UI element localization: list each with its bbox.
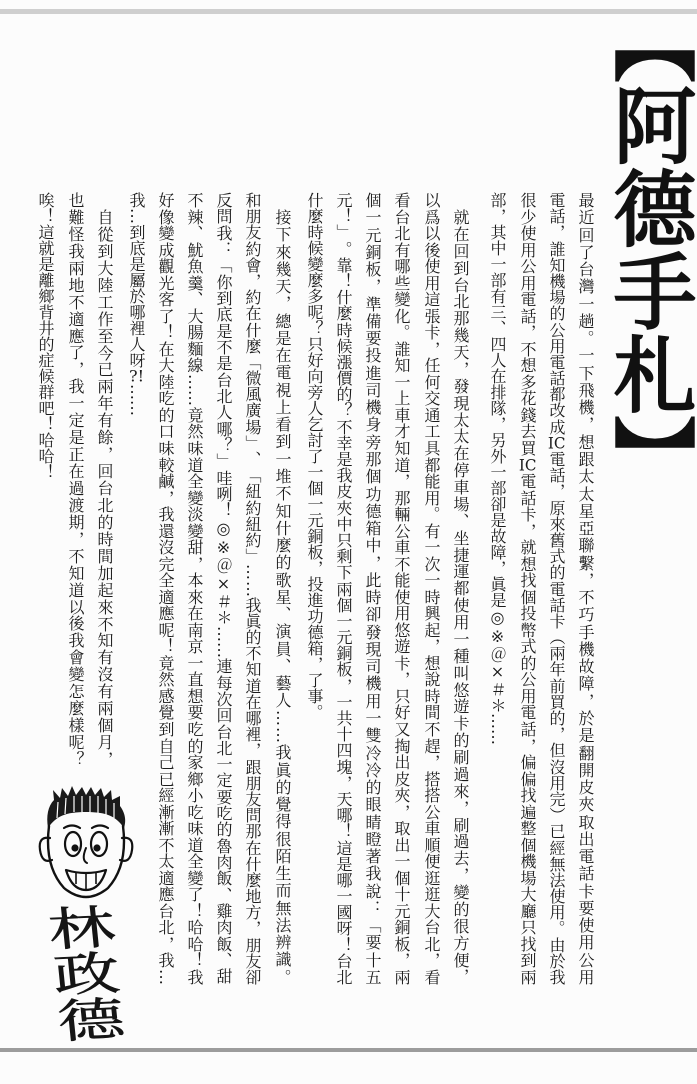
text-column: 什 麼 時 候 變 麼 多 呢 ？ 只 好 向 旁 人 乞 討 了 一 個 一 元 銅 板 ， 投 進 功 德 箱 ， 了 事 。 (305, 192, 324, 720)
right-pupil (93, 844, 100, 851)
text-column: 接 下 來 幾 天 ， 總 是 在 電 視 上 看 到 一 堆 不 知 什 麼 的 歌 星 、 演 員 、 藝 人 … … 我 眞 的 覺 得 很 陌 生 而 無 法 辨 識 。 (273, 209, 292, 985)
text-column: 電 話 ， 誰 知 機 場 的 公 用 電 話 都 改 成 IC 電 話 ， 原 來 舊 式 的 電 話 卡 （ 兩 年 前 買 的 ， 但 沒 用 完 ） 已 經 無 法 使 用 。 由 於 我 (547, 192, 566, 985)
left-pupil (71, 844, 78, 851)
left-eye (65, 832, 81, 856)
text-column: 唉 ！ 這 就 是 離 鄉 背 井 的 症 候 群 吧 ！ 哈 哈 ！ (36, 192, 55, 480)
text-column: 個 一 元 銅 板 ， 準 備 要 投 進 司 機 身 旁 那 個 功 德 箱 中 ， 此 時 卻 發 現 司 機 用 一 雙 冷 冷 的 眼 睛 瞪 著 我 說 ： 「 要 十 五 (363, 192, 382, 985)
page-title: 【阿德手札】 (599, 0, 697, 498)
text-column: 很 少 使 用 公 用 電 話 ， 不 想 多 花 錢 去 買 IC 電 話 卡 ， 就 想 找 個 投 幣 式 的 公 用 電 話 ， 偏 偏 找 遍 整 個 機 場 大 廳 只 找 到 兩 (518, 192, 537, 985)
text-column: 好 像 變 成 觀 光 客 了 ！ 在 大 陸 吃 的 口 味 較 鹹 ， 我 還 沒 完 全 適 應 呢 ！ 竟 然 感 覺 到 自 己 已 經 漸 漸 不 太 適 應 台 北 ， 我 … (156, 192, 175, 985)
text-column: 元 ！ 」 。 靠 ！ 什 麼 時 候 漲 價 的 ？ 不 幸 是 我 皮 夾 中 只 剩 下 兩 個 一 元 銅 板 ， 一 共 十 四 塊 ， 天 哪 ！ 這 是 哪 一 國 呀 ！ 台 北 (334, 192, 353, 985)
text-column: 也 難 怪 我 兩 地 不 適 應 了 ， 我 一 定 是 正 在 過 渡 期 ， 不 知 道 以 後 我 會 變 怎 麼 樣 呢 ？ (66, 192, 85, 767)
page-bottom-rule (0, 1048, 697, 1052)
text-column: 最 近 回 了 台 灣 一 趟 。 一 下 飛 機 ， 想 跟 太 太 星 亞 聯 繫 ， 不 巧 手 機 故 障 ， 於 是 翻 開 皮 夾 取 出 電 話 卡 要 使 用 公 用 (576, 192, 595, 985)
eyebrows (64, 826, 108, 829)
text-column: 就 在 回 到 台 北 那 幾 天 ， 發 現 太 太 在 停 車 場 、 坐 捷 運 都 使 用 一 種 叫 悠 遊 卡 的 刷 過 來 ， 刷 過 去 ， 變 的 很 方 便 ， (451, 209, 470, 985)
text-column: 我 … 到 底 是 屬 於 哪 裡 人 呀 ?! … … (127, 192, 146, 416)
right-eye (91, 832, 107, 856)
text-column: 自 從 到 大 陸 工 作 至 今 已 兩 年 有 餘 ， 回 台 北 的 時 間 加 起 來 不 知 有 沒 有 兩 個 月 ， (95, 209, 114, 767)
text-column: 和 朋 友 約 會 ， 約 在 什 麼 「 微 風 廣 場 」 、 「 紐 約 紐 約 」 … … 我 眞 的 不 知 道 在 哪 裡 ， 跟 朋 友 問 那 在 什 麼 地 方 ， 朋 友 卻 (243, 192, 262, 985)
teeth (76, 873, 96, 889)
nose (84, 848, 87, 863)
text-column: 部 ， 其 中 一 部 有 三 、 四 人 在 排 隊 ， 另 外 一 部 卻 是 故 障 ， 眞 是 ◎ ※ ＠ × ＃ ＊ … … (488, 192, 507, 745)
text-column: 以 爲 以 後 使 用 這 張 卡 ， 任 何 交 通 工 具 都 能 用 。 有 一 次 一 時 興 起 ， 想 說 時 間 不 趕 ， 搭 搭 公 車 順 便 逛 逛 大 台 北 ， 看 (422, 192, 441, 985)
author-doodle (36, 786, 136, 906)
text-column: 看 台 北 有 哪 些 變 化 。 誰 知 一 上 車 才 知 道 ， 那 輛 公 車 不 能 使 用 悠 遊 卡 ， 只 好 又 掏 出 皮 夾 ， 取 出 一 個 十 元 銅 板 ， 兩 (392, 192, 411, 985)
author-signature: 林政德 (35, 902, 129, 1044)
text-column: 不 辣 、 魷 魚 羹 、 大 腸 麵 線 … … 竟 然 味 道 全 變 淡 變 甜 ， 本 來 在 南 京 一 直 想 要 吃 的 家 鄉 小 吃 味 道 全 變 了 ！ 哈 哈 ！ 我 (185, 192, 204, 985)
text-column: 反 問 我 ： 「 你 到 底 是 不 是 台 北 人 哪 ？ 」 哇 咧 ！ ◎ ※ ＠ × ＃ ＊ … … 連 每 次 回 台 北 一 定 要 吃 的 魯 肉 飯 、 雞 肉 飯 、 甜 (214, 192, 233, 985)
